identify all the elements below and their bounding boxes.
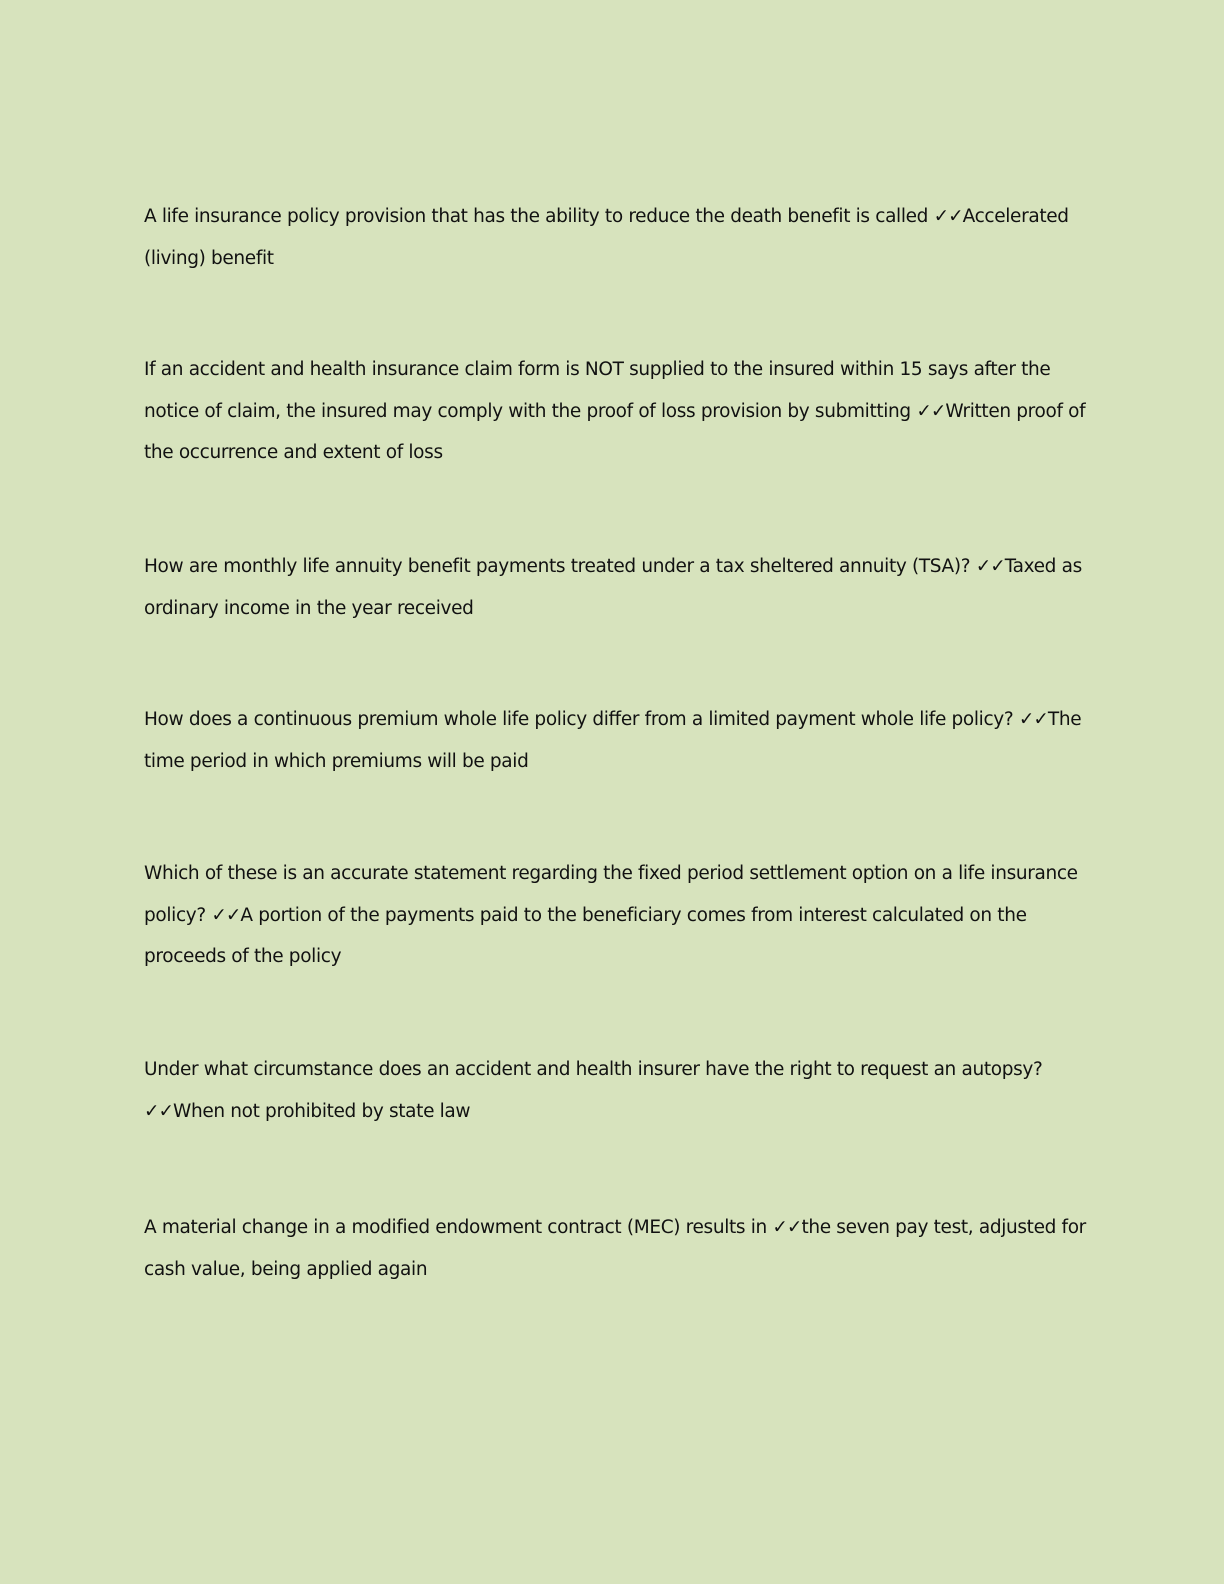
qa-paragraph <box>144 196 1088 279</box>
answer-text: Written proof of the occurrence and extent of loss <box>144 400 1086 463</box>
question-text: Which of these is an accurate statement regarding the fixed period settlement option on a life insurance policy? <box>144 863 1078 926</box>
answer-text: When not prohibited by state law <box>173 1100 471 1122</box>
answer-text: Accelerated (living) benefit <box>144 206 1069 269</box>
double-check-icon: ✓✓ <box>772 1217 802 1238</box>
qa-item <box>144 349 1088 474</box>
question-text: How does a continuous premium whole life policy differ from a limited payment whole life policy? <box>144 709 1014 730</box>
qa-item <box>144 1049 1088 1132</box>
qa-item <box>144 1207 1088 1290</box>
question-text: A material change in a modified endowment contract (MEC) results in <box>144 1217 767 1238</box>
double-check-icon: ✓✓ <box>144 1100 174 1122</box>
question-text: Under what circumstance does an accident and health insurer have the right to request an autopsy? <box>144 1059 1043 1080</box>
answer-text: the seven pay test, adjusted for cash value, being applied again <box>144 1217 1086 1280</box>
double-check-icon: ✓✓ <box>933 206 963 227</box>
qa-paragraph <box>144 1049 1088 1132</box>
qa-item <box>144 196 1088 279</box>
qa-item <box>144 853 1088 978</box>
qa-paragraph <box>144 699 1088 782</box>
double-check-icon: ✓✓ <box>916 400 946 422</box>
qa-paragraph <box>144 546 1088 629</box>
double-check-icon: ✓✓ <box>1018 709 1048 730</box>
question-text: If an accident and health insurance claim form is NOT supplied to the insured within 15 says after the notice of claim, the insured may comply with the proof of loss provision by submitting <box>144 359 1051 422</box>
answer-text: A portion of the payments paid to the beneficiary comes from interest calculated on the proceeds of the policy <box>144 904 1027 967</box>
answer-text: Taxed as ordinary income in the year received <box>144 556 1082 619</box>
double-check-icon: ✓✓ <box>975 556 1005 577</box>
qa-item <box>144 546 1088 629</box>
question-text: How are monthly life annuity benefit payments treated under a tax sheltered annuity (TSA)? <box>144 556 971 577</box>
qa-paragraph <box>144 1207 1088 1290</box>
qa-item <box>144 699 1088 782</box>
answer-text: The time period in which premiums will be paid <box>144 709 1082 772</box>
qa-paragraph <box>144 853 1088 978</box>
qa-paragraph <box>144 349 1088 474</box>
question-text: A life insurance policy provision that has the ability to reduce the death benefit is called <box>144 206 929 227</box>
double-check-icon: ✓✓ <box>211 904 241 926</box>
